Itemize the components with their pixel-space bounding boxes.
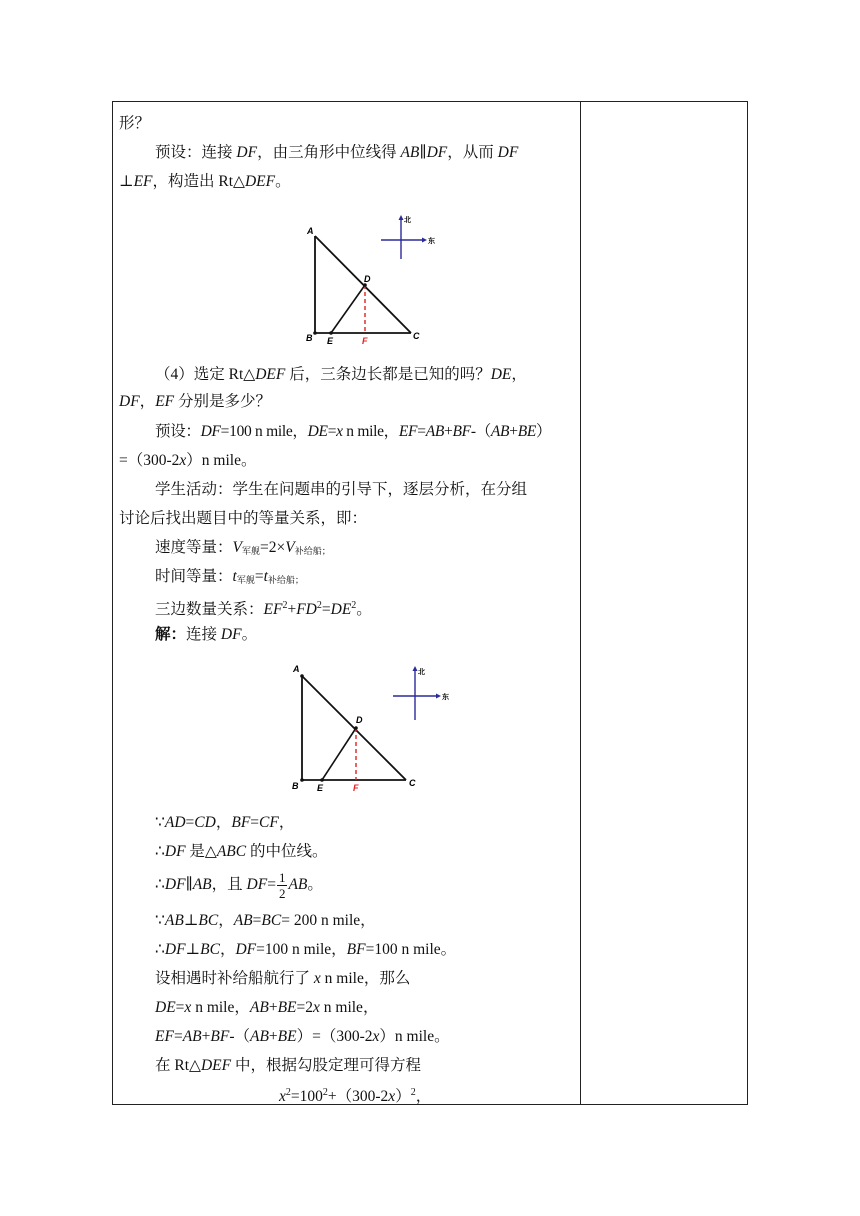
text-line bbox=[155, 842, 328, 862]
text-line bbox=[119, 509, 367, 529]
text-line bbox=[155, 567, 304, 590]
superscript: 2 bbox=[282, 600, 288, 611]
text-line bbox=[155, 1027, 450, 1047]
text: = bbox=[250, 814, 260, 831]
text: -（ bbox=[229, 1028, 250, 1045]
math-var: DF bbox=[235, 941, 257, 958]
math-var: x bbox=[336, 423, 343, 440]
text: 在 Rt△ bbox=[155, 1057, 201, 1074]
math-var: DE bbox=[307, 423, 328, 440]
text: 设相遇时补给船航行了 bbox=[155, 970, 314, 987]
math-symbol: ∴ bbox=[155, 941, 165, 958]
lesson-table bbox=[112, 101, 748, 1105]
text: =100 n mile。 bbox=[365, 941, 457, 958]
text: n mile， bbox=[319, 999, 379, 1016]
text: 分别是多少？ bbox=[174, 393, 272, 410]
math-symbol: ⊥ bbox=[185, 941, 201, 958]
equation-line bbox=[279, 1083, 431, 1107]
math-var: DEF bbox=[255, 366, 286, 383]
math-var: V bbox=[232, 539, 242, 556]
math-var: ABC bbox=[216, 843, 247, 860]
text: 速度等量： bbox=[155, 539, 233, 556]
text-line bbox=[155, 911, 376, 931]
text: = 200 n mile， bbox=[281, 912, 376, 929]
math-var: DF bbox=[236, 144, 258, 161]
math-var: DF bbox=[497, 144, 519, 161]
text-line bbox=[155, 538, 331, 561]
text: n mile， bbox=[191, 999, 250, 1016]
text: 中，根据勾股定理可得方程 bbox=[231, 1057, 421, 1074]
math-var: DE bbox=[490, 366, 512, 383]
label-d: D bbox=[364, 274, 371, 284]
math-symbol: ∵ bbox=[155, 912, 165, 929]
text: =2× bbox=[260, 539, 286, 556]
math-var: DF bbox=[164, 876, 186, 893]
text: =100 n mile， bbox=[220, 423, 308, 440]
math-var: BF bbox=[452, 423, 471, 440]
text: -（ bbox=[470, 423, 491, 440]
point-e bbox=[320, 778, 324, 782]
text: ， bbox=[278, 814, 295, 831]
compass-north-label: 北 bbox=[404, 217, 411, 224]
text: 。 bbox=[241, 626, 258, 643]
math-var: BF bbox=[231, 814, 251, 831]
superscript: 2 bbox=[351, 600, 357, 611]
text: 。 bbox=[307, 876, 323, 893]
text: ， bbox=[415, 1088, 432, 1105]
math-var: AB bbox=[400, 144, 420, 161]
fraction-denominator: 2 bbox=[278, 885, 286, 901]
segment-ac bbox=[315, 236, 411, 333]
math-var: AB bbox=[288, 876, 308, 893]
text-line bbox=[155, 813, 294, 833]
text: 连接 bbox=[186, 626, 221, 643]
math-var: EF bbox=[263, 601, 283, 618]
text-line bbox=[155, 969, 410, 989]
text-line bbox=[155, 365, 527, 385]
math-var: x bbox=[372, 1028, 380, 1045]
text-line bbox=[155, 625, 257, 645]
superscript: 2 bbox=[410, 1087, 416, 1098]
math-var: AB bbox=[249, 1028, 269, 1045]
text-line bbox=[155, 1056, 421, 1076]
label-c: C bbox=[409, 778, 416, 788]
text: = bbox=[417, 423, 426, 440]
subscript: 军舰 bbox=[236, 575, 255, 585]
math-symbol: ∥ bbox=[419, 144, 427, 161]
math-var: EF bbox=[398, 423, 418, 440]
math-var: EF bbox=[155, 1028, 174, 1045]
text: ） bbox=[536, 423, 552, 440]
text-line bbox=[119, 114, 150, 134]
math-var: V bbox=[285, 539, 295, 556]
math-var: x bbox=[184, 999, 192, 1016]
math-var: AB bbox=[192, 876, 212, 893]
subscript: 补给船 bbox=[267, 575, 295, 585]
text: =100 bbox=[290, 1088, 323, 1105]
label-b: B bbox=[292, 781, 299, 791]
text: 预设： bbox=[155, 423, 201, 440]
geometry-figure-1 bbox=[301, 214, 451, 346]
segment-ed bbox=[322, 728, 356, 780]
math-var: BC bbox=[200, 941, 220, 958]
text: 是△ bbox=[185, 843, 217, 860]
math-var: BF bbox=[346, 941, 366, 958]
text: =100 n mile， bbox=[256, 941, 347, 958]
text: ，构造出 Rt△ bbox=[152, 173, 245, 190]
text: = bbox=[175, 999, 185, 1016]
math-var: AB bbox=[182, 1028, 202, 1045]
math-symbol: ⊥ bbox=[183, 912, 199, 929]
text: ）=（300-2 bbox=[296, 1028, 373, 1045]
text: + bbox=[201, 1028, 211, 1045]
compass-east-label: 东 bbox=[442, 694, 449, 701]
text: ， bbox=[511, 366, 527, 383]
superscript: 2 bbox=[285, 1087, 291, 1098]
math-var: BE bbox=[517, 423, 537, 440]
math-symbol: ∵ bbox=[155, 814, 165, 831]
text: 讨论后找出题目中的等量关系，即： bbox=[119, 510, 368, 527]
text: =2 bbox=[296, 999, 313, 1016]
label-f: F bbox=[353, 783, 359, 793]
segment-ed bbox=[331, 285, 365, 333]
subscript: 军舰 bbox=[241, 546, 260, 556]
text: n mile， bbox=[342, 423, 399, 440]
subscript: 补给船 bbox=[294, 546, 322, 556]
math-symbol: ∥ bbox=[185, 876, 193, 893]
text: 。 bbox=[356, 601, 372, 618]
math-var: t bbox=[232, 568, 237, 585]
math-var: DEF bbox=[244, 173, 276, 190]
math-var: DF bbox=[164, 941, 186, 958]
math-var: x bbox=[313, 999, 320, 1016]
math-var: AB bbox=[164, 912, 184, 929]
text: ）n mile。 bbox=[379, 1028, 450, 1045]
math-var: EF bbox=[133, 173, 153, 190]
text: + bbox=[509, 423, 518, 440]
math-var: BE bbox=[277, 999, 297, 1016]
text: =（300-2 bbox=[119, 452, 180, 469]
math-var: x bbox=[179, 452, 187, 469]
text: n mile，那么 bbox=[320, 970, 411, 987]
math-var: CF bbox=[259, 814, 279, 831]
text: + bbox=[444, 423, 453, 440]
math-symbol: ∴ bbox=[155, 843, 165, 860]
text: = bbox=[327, 423, 337, 440]
math-var: DF bbox=[200, 423, 221, 440]
fraction-one-half bbox=[277, 870, 288, 901]
label-b: B bbox=[306, 333, 313, 343]
compass-north-arrow bbox=[413, 666, 418, 671]
text: ， bbox=[218, 912, 234, 929]
text-line bbox=[155, 480, 527, 500]
superscript: 2 bbox=[322, 1087, 328, 1098]
label-c: C bbox=[413, 331, 420, 341]
text-line bbox=[119, 451, 256, 471]
compass-east-arrow bbox=[422, 238, 427, 243]
text-line bbox=[155, 422, 551, 442]
text: （4）选定 Rt△ bbox=[155, 366, 256, 383]
text-line bbox=[155, 940, 456, 960]
label-e: E bbox=[327, 336, 334, 346]
math-var: CD bbox=[194, 814, 216, 831]
text: + bbox=[268, 1028, 278, 1045]
text: 后，三条边长都是已知的吗？ bbox=[285, 366, 491, 383]
point-e bbox=[329, 331, 333, 335]
math-var: AB bbox=[233, 912, 253, 929]
text: = bbox=[252, 912, 262, 929]
math-var: DE bbox=[155, 999, 176, 1016]
math-var: AB bbox=[490, 423, 510, 440]
text: ）n mile。 bbox=[186, 452, 257, 469]
text: ； bbox=[294, 575, 304, 585]
math-var: BF bbox=[210, 1028, 230, 1045]
text-line bbox=[155, 596, 372, 620]
label-e: E bbox=[317, 783, 324, 793]
text: ， bbox=[219, 941, 236, 958]
text: ，从而 bbox=[447, 144, 498, 161]
label-f: F bbox=[362, 336, 368, 346]
text: = bbox=[321, 601, 331, 618]
text: 三边数量关系： bbox=[155, 601, 264, 618]
math-var: DF bbox=[164, 843, 186, 860]
label-d: D bbox=[356, 715, 363, 725]
point-b bbox=[313, 331, 317, 335]
math-var: AB bbox=[249, 999, 269, 1016]
math-var: x bbox=[279, 1088, 286, 1105]
math-var: DF bbox=[220, 626, 242, 643]
label-a: A bbox=[293, 664, 300, 674]
math-var: DEF bbox=[200, 1057, 232, 1074]
math-var: BC bbox=[261, 912, 282, 929]
text: 学生活动：学生在问题串的引导下，逐层分析，在分组 bbox=[155, 481, 528, 498]
solution-label: 解： bbox=[155, 626, 187, 643]
math-var: DF bbox=[246, 876, 268, 893]
notes-cell bbox=[581, 102, 749, 1104]
text: + bbox=[268, 999, 278, 1016]
text: = bbox=[185, 814, 195, 831]
math-var: DF bbox=[119, 393, 140, 410]
point-a bbox=[300, 674, 304, 678]
text: = bbox=[173, 1028, 183, 1045]
text-line bbox=[119, 172, 291, 192]
text: ，由三角形中位线得 bbox=[257, 144, 401, 161]
text: 形？ bbox=[119, 115, 151, 132]
text: = bbox=[267, 876, 276, 893]
label-a: A bbox=[307, 226, 314, 236]
content-cell bbox=[113, 102, 580, 1104]
compass-north-label: 北 bbox=[418, 669, 425, 676]
math-var: BE bbox=[277, 1028, 297, 1045]
text-line bbox=[155, 998, 378, 1018]
math-var: AD bbox=[164, 814, 186, 831]
compass-east-label: 东 bbox=[428, 238, 435, 245]
math-var: EF bbox=[155, 393, 175, 410]
text: +（300-2 bbox=[327, 1088, 389, 1105]
math-var: FD bbox=[296, 601, 317, 618]
compass-east-arrow bbox=[436, 694, 441, 699]
text: = bbox=[254, 568, 264, 585]
point-b bbox=[300, 778, 304, 782]
math-var: DF bbox=[426, 144, 448, 161]
text: ，且 bbox=[211, 876, 247, 893]
text: 时间等量： bbox=[155, 568, 233, 585]
math-var: t bbox=[263, 568, 268, 585]
text: ， bbox=[215, 814, 232, 831]
math-var: BC bbox=[198, 912, 219, 929]
text: 的中位线。 bbox=[246, 843, 328, 860]
math-symbol: ⊥ bbox=[119, 173, 134, 190]
math-var: AB bbox=[425, 423, 445, 440]
text: 。 bbox=[275, 173, 291, 190]
math-var: DE bbox=[330, 601, 352, 618]
math-var: x bbox=[388, 1088, 396, 1105]
superscript: 2 bbox=[316, 600, 322, 611]
text: + bbox=[287, 601, 297, 618]
math-symbol: ∴ bbox=[155, 876, 165, 893]
point-d bbox=[354, 726, 358, 730]
compass-north-arrow bbox=[399, 215, 404, 220]
compass-2 bbox=[387, 662, 457, 732]
math-var: x bbox=[313, 970, 321, 987]
fraction-numerator: 1 bbox=[278, 869, 286, 885]
text-line bbox=[155, 868, 323, 902]
text: 预设：连接 bbox=[155, 144, 237, 161]
text: ， bbox=[139, 393, 156, 410]
text: ； bbox=[321, 546, 331, 556]
text: ） bbox=[395, 1088, 411, 1105]
text-line bbox=[119, 392, 271, 412]
text-line bbox=[155, 143, 518, 163]
